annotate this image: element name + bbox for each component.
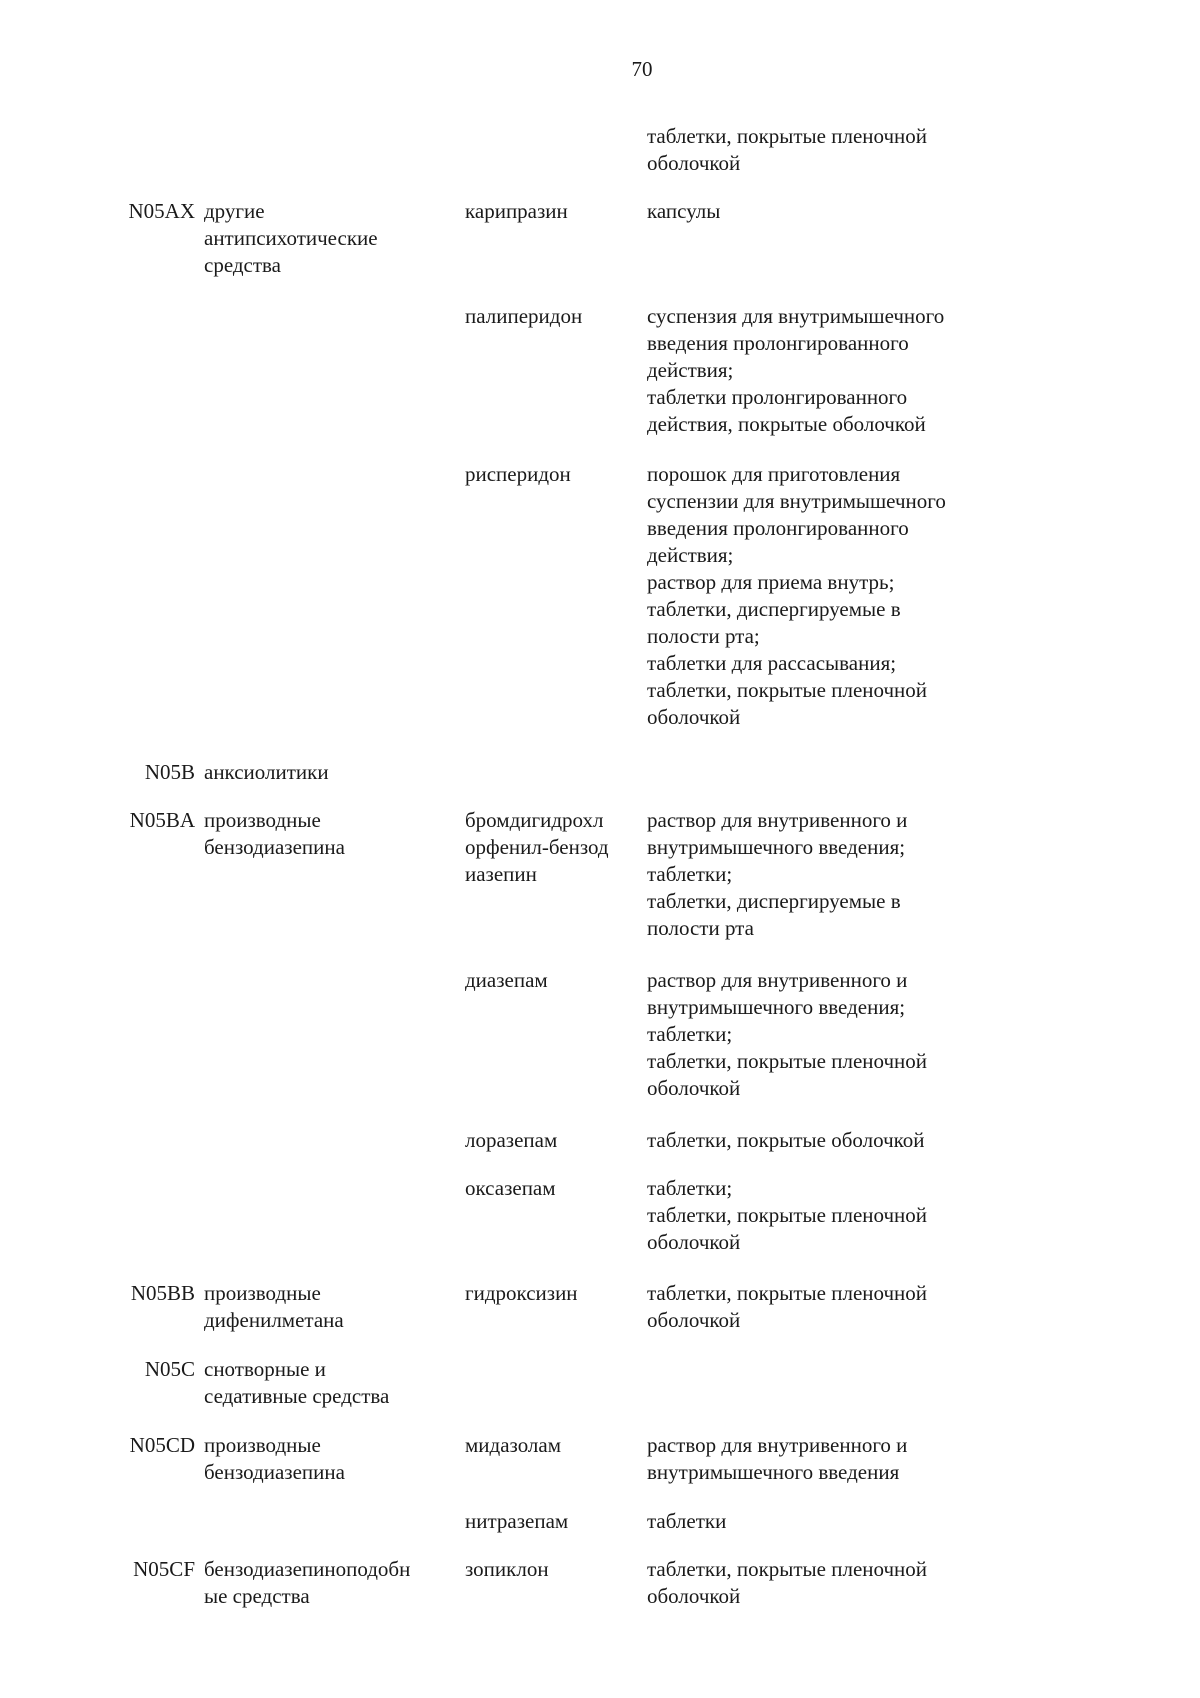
drug-name: диазепам — [465, 968, 548, 992]
table-row — [0, 1508, 1200, 1533]
table-row — [0, 807, 1200, 940]
dosage-forms: суспензия для внутримышечного введения пролонгированного действия; таблетки пролонгированного действия, покрытые оболочкой — [647, 304, 945, 436]
drug-name: гидроксизин — [465, 1281, 578, 1305]
table-row — [0, 967, 1200, 1100]
table-row — [0, 1432, 1200, 1484]
drug-name: бромдигидрохл орфенил-бензод иазепин — [465, 808, 609, 886]
atc-code: N05B — [144, 760, 195, 784]
atc-code: N05AX — [128, 199, 195, 223]
atc-code: N05BA — [129, 808, 195, 832]
dosage-forms: раствор для внутривенного и внутримышечного введения; таблетки; таблетки, покрытые пленочной оболочкой — [647, 968, 928, 1100]
drug-name: нитразепам — [465, 1509, 569, 1533]
table-row — [0, 1280, 1200, 1332]
table-row — [0, 1127, 1200, 1152]
group-name: производные бензодиазепина — [204, 808, 345, 859]
dosage-forms: таблетки, покрытые пленочной оболочкой — [647, 1281, 928, 1332]
drug-name: рисперидон — [465, 462, 571, 486]
dosage-forms: раствор для внутривенного и внутримышечного введения — [647, 1433, 908, 1484]
atc-code: N05C — [144, 1357, 195, 1381]
dosage-forms: таблетки, покрытые оболочкой — [647, 1128, 925, 1152]
dosage-forms: капсулы — [647, 199, 721, 223]
table-row — [0, 1175, 1200, 1254]
drug-name: лоразепам — [465, 1128, 558, 1152]
atc-code: N05CD — [129, 1433, 195, 1457]
atc-code: N05CF — [133, 1557, 195, 1581]
group-name: снотворные и седативные средства — [204, 1357, 390, 1408]
drug-name: палиперидон — [465, 304, 583, 328]
table-row — [0, 123, 1200, 175]
page-number: 70 — [631, 57, 653, 81]
table-row — [0, 461, 1200, 729]
table-row — [0, 1356, 1200, 1408]
drug-name: мидазолам — [465, 1433, 562, 1457]
group-name: бензодиазепиноподобн ые средства — [204, 1557, 411, 1608]
group-name: другие антипсихотические средства — [204, 199, 378, 277]
drug-name: оксазепам — [465, 1176, 556, 1200]
group-name: анксиолитики — [204, 760, 329, 784]
atc-code: N05BB — [130, 1281, 195, 1305]
dosage-forms: таблетки, покрытые пленочной оболочкой — [647, 124, 928, 175]
dosage-forms: раствор для внутривенного и внутримышечного введения; таблетки; таблетки, диспергируемые в полости рта — [647, 808, 908, 940]
group-name: производные бензодиазепина — [204, 1433, 345, 1484]
dosage-forms: порошок для приготовления суспензии для внутримышечного введения пролонгированного действия; раствор для приема внутрь; таблетки, диспергируемые в полости рта; таблетки для рассасывания; таблетки, покрытые пленочной оболочкой — [647, 462, 946, 729]
dosage-forms: таблетки — [647, 1509, 727, 1533]
dosage-forms: таблетки; таблетки, покрытые пленочной оболочкой — [647, 1176, 928, 1254]
table-row — [0, 303, 1200, 436]
group-name: производные дифенилметана — [204, 1281, 344, 1332]
drug-name: зопиклон — [465, 1557, 549, 1581]
table-row — [0, 198, 1200, 277]
drug-name: карипразин — [465, 199, 568, 223]
table-row — [0, 759, 1200, 784]
dosage-forms: таблетки, покрытые пленочной оболочкой — [647, 1557, 928, 1608]
table-row — [0, 1556, 1200, 1608]
